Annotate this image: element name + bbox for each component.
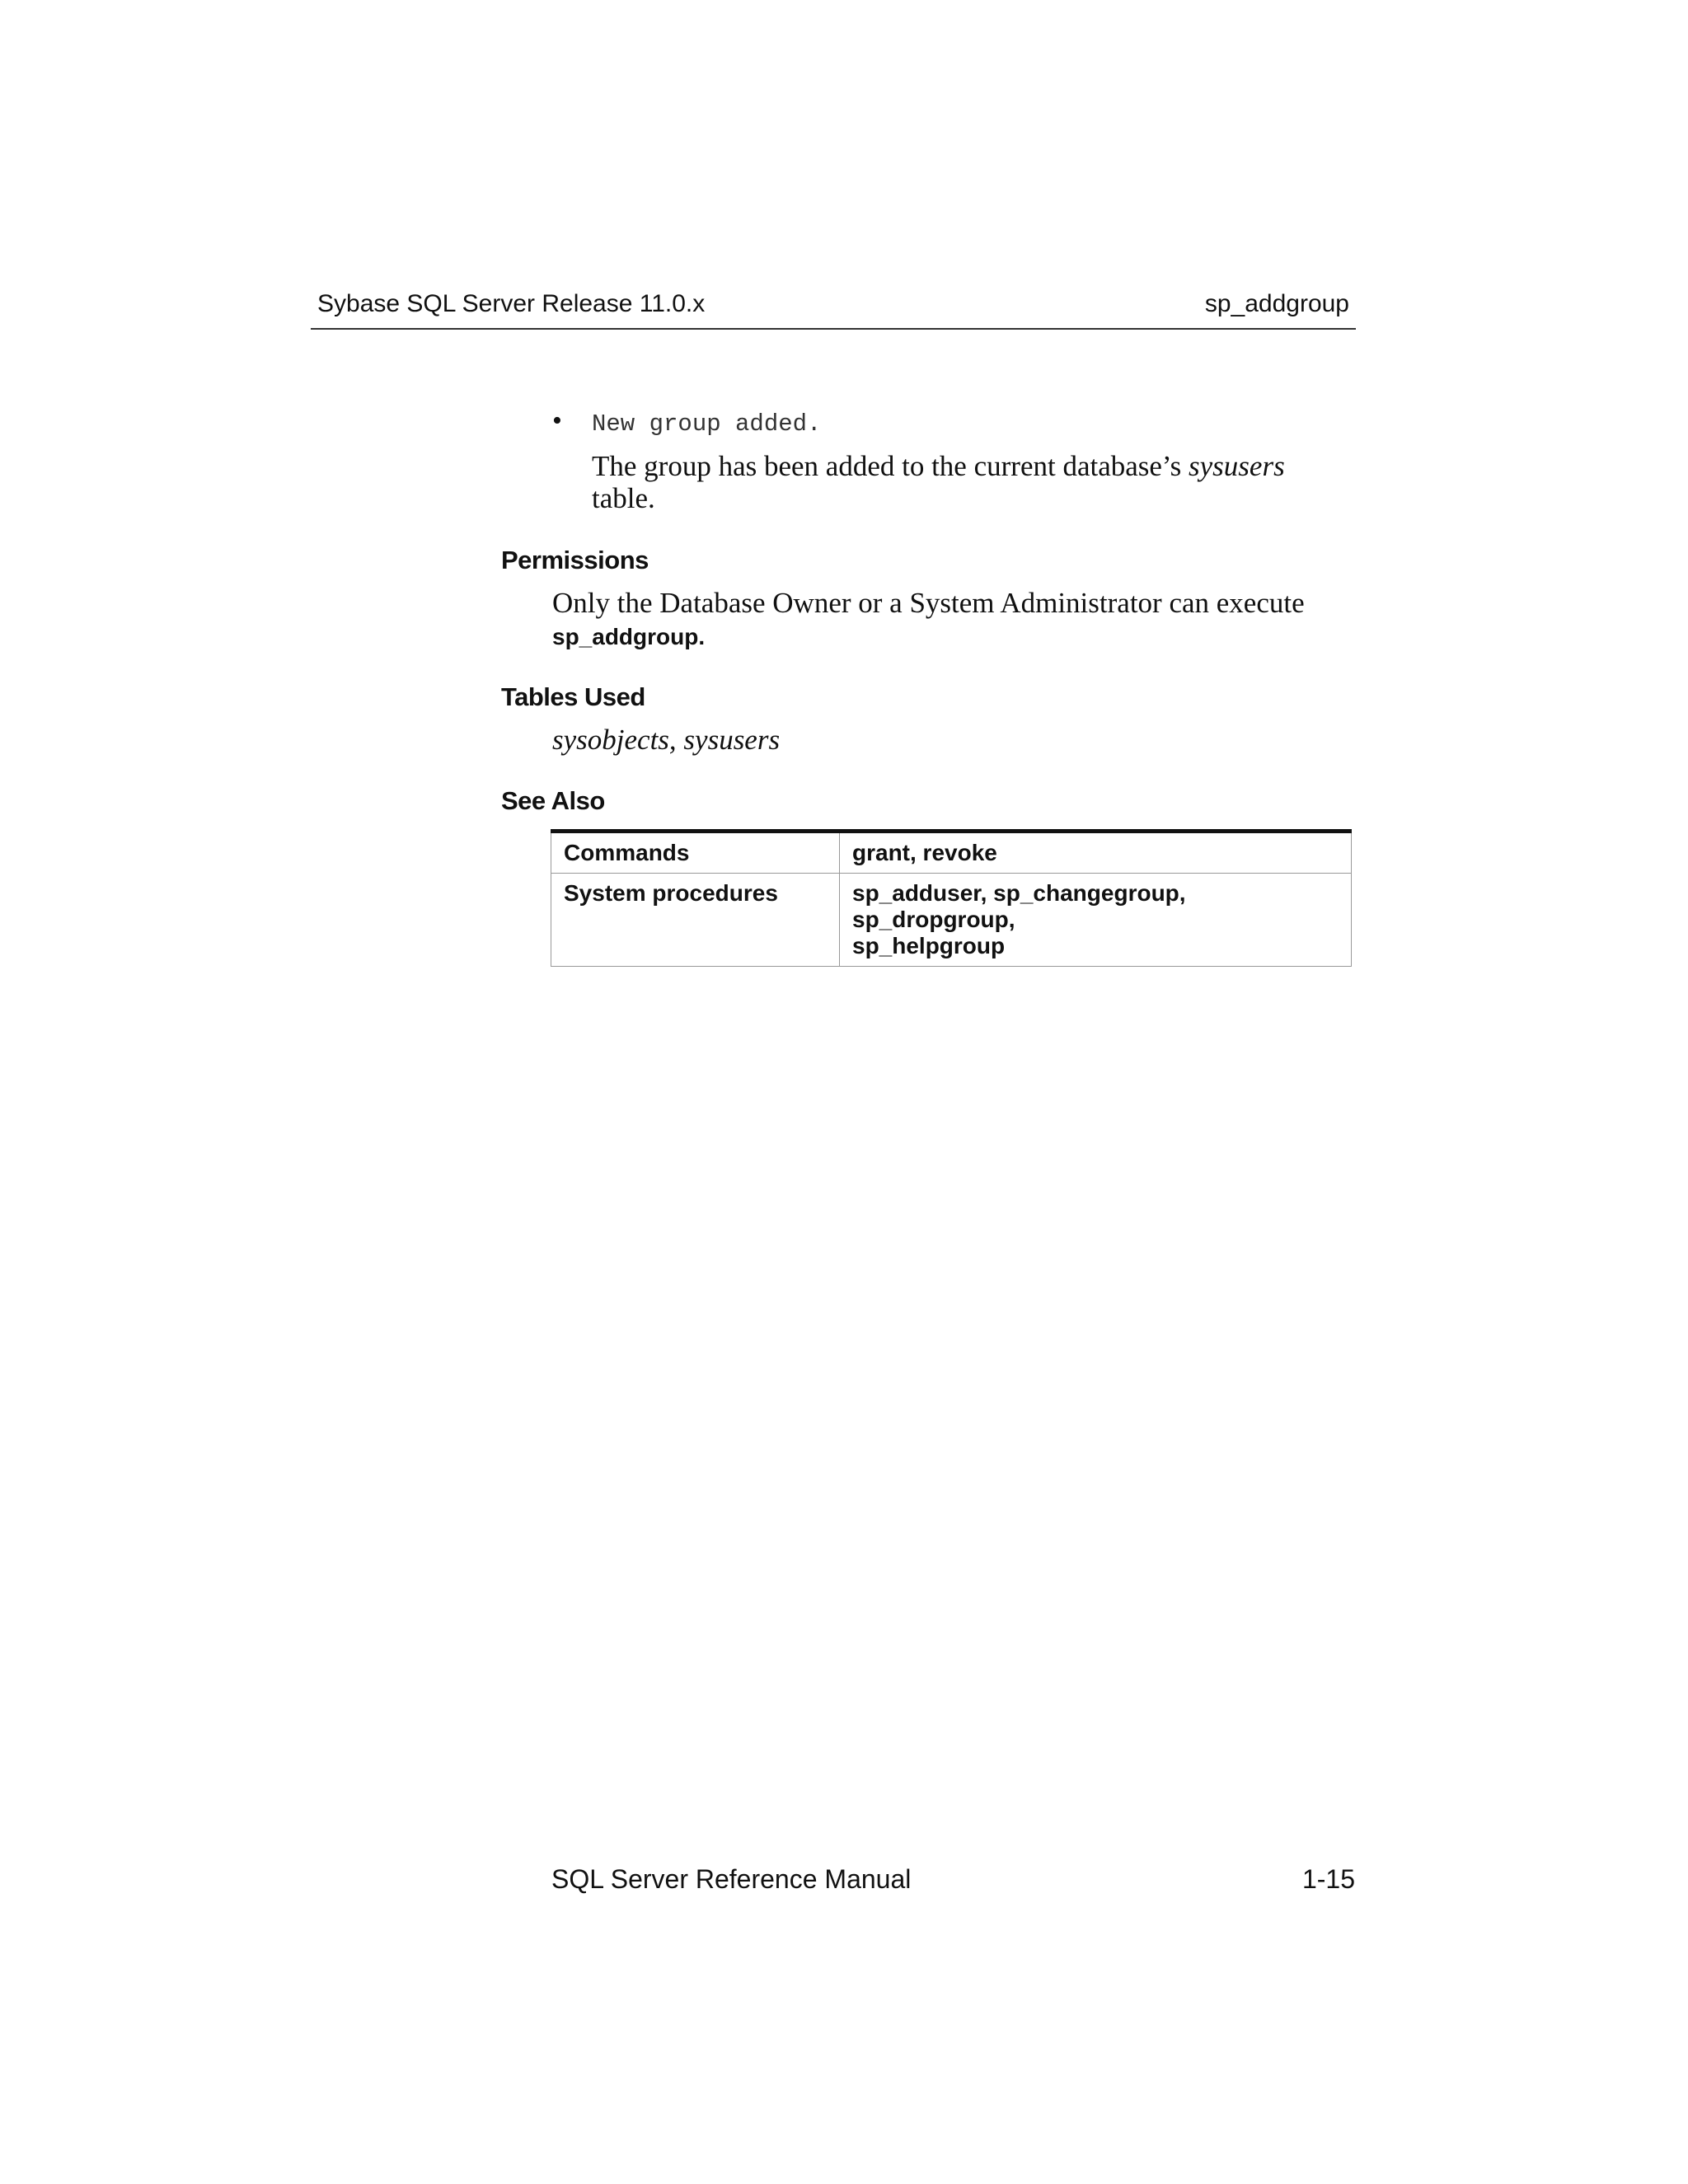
- bullet-desc-text: The group has been added to the current database’s: [592, 450, 1189, 482]
- permissions-heading: Permissions: [501, 546, 649, 574]
- see-also-table: [551, 829, 1352, 967]
- header-section-name: sp_addgroup: [1204, 290, 1349, 317]
- header-doc-title: Sybase SQL Server Release 11.0.x: [317, 290, 706, 317]
- bullet-code-message: New group added.: [592, 410, 822, 438]
- tables-used-heading: Tables Used: [501, 682, 645, 711]
- table-row: [551, 832, 1352, 874]
- permissions-procedure: sp_addgroup.: [552, 624, 706, 649]
- table-cell-category: Commands: [551, 832, 840, 874]
- table-cell-references: [840, 874, 1352, 967]
- table-cell-references: grant, revoke: [840, 832, 1352, 874]
- permissions-text: Only the Database Owner or a System Administrator can execute: [552, 587, 1305, 619]
- see-also-heading: See Also: [501, 786, 605, 815]
- bullet-desc-text-end: table.: [592, 482, 655, 514]
- bullet-desc-table-name: sysusers: [1189, 450, 1285, 482]
- running-header: [311, 288, 1356, 330]
- permissions-body: [552, 587, 1360, 653]
- footer-manual-title: SQL Server Reference Manual: [551, 1864, 912, 1894]
- references-line: sp_adduser, sp_changegroup, sp_dropgroup,: [852, 880, 1186, 932]
- table-cell-category: System procedures: [551, 874, 840, 967]
- references-line: sp_helpgroup: [852, 933, 1006, 958]
- table-row: [551, 874, 1352, 967]
- tables-used-list: sysobjects, sysusers: [552, 724, 781, 756]
- bullet-glyph: •: [552, 405, 562, 436]
- bullet-description: [592, 450, 1350, 514]
- footer-page-number: 1-15: [1301, 1864, 1355, 1894]
